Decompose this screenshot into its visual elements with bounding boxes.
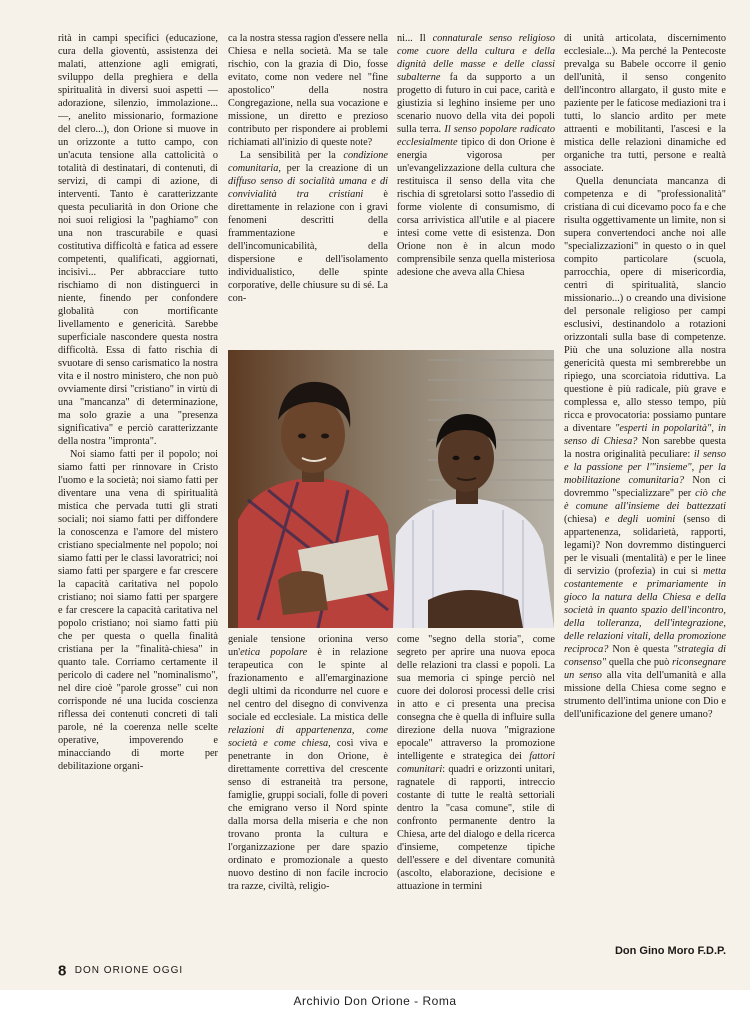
column-4-paragraph-2: Quella denunciata mancanza di competenza e di "professionalità" cristiana di cui dicevamo poco fa e che risulta oggettivamente un limite, non si supera convertendoci anche noi alle "specializzazioni" in questo o in quel compito particolare (scuola, parrocchia, opere di misericordia, centri di spiritualità, slancio missionario...) o creando una divisione del personale religioso per campi esclusivi, destinandolo a rotazioni orizzontali sulla base di competenze. Più che una soluzione alla nostra genericità questa mi sembrerebbe un ripiego, una scorciatoia riduttiva. La questione è più radicale, più grave e complessa e, allo stesso tempo, più ricca e provocatoria: possiamo puntare a diventare "esperti in popolarità", in senso di Chiesa? Non sarebbe questa la nostra originalità peculiare: il senso e la passione per l'"insieme", per la mobilitazione comunitaria? Non ci dovremmo "specializzare" per ciò che è comune all'insieme dei battezzati (chiesa) e degli uomini (senso di appartenenza, solidarietà, rapporti, legami)? Non dovremmo distinguerci per le visuali (mentalità) e per le linee di servizio (profezia) in cui si metta costantemente e primariamente in gioco la natura della Chiesa e della società in quanto spazio dell'incontro, della tolleranza, dell'integrazione, delle relazioni vitali, della promozione reciproca? Non è questa "strategia di consenso" quella che può riconsegnare un senso alla vita dell'umanità e alla missione della Chiesa come segno e strumento dell'intima unione con Dio e dell'unificazione del genere umano?	[564, 176, 726, 720]
archive-caption: Archivio Don Orione - Roma	[293, 994, 457, 1008]
column-4-paragraph-1: di unità articolata, discernimento ecclesiale...). Ma perché la Pentecoste prevalga su Babele occorre il genio dell'unità, il senso congenito dell'incontro allargato, il gusto mite e paziente per le faticose mediazioni tra i tutti, lo slancio ardito per mete attraenti e mobilitanti, l'ascesi e la mistica delle relazioni dinamiche ed organiche tra tutti, persone e realtà associate.	[564, 33, 726, 174]
text-column-3-top	[397, 32, 555, 342]
column-2-bottom-paragraph: geniale tensione orionina verso un'etica popolare è in relazione terapeutica con le spinte al frazionamento e all'emarginazione degli ultimi da ricondurre nel cuore e nel centro del disegno di convivenza sociale ed ecclesiale. La mistica delle relazioni di appartenenza, come società e come chiesa, così viva e penetrante in don Orione, è direttamente correttiva del crescente senso di estraneità tra persone, famiglie, gruppi sociali, folle di poveri che emigrano verso il Nord spinte dalla morsa della miseria e che non trovano pronta la cultura e l'organizzazione per dare spazio ordinato e promozionale a questo nuovo destino di non facile incrocio tra razze, civiltà, religio-	[228, 634, 388, 892]
author-signature: Don Gino Moro F.D.P.	[614, 945, 726, 957]
text-column-2-bottom	[228, 633, 388, 958]
page-number: 8	[58, 962, 67, 980]
column-3-bottom-paragraph: come "segno della storia", come segreto per aprire una nuova epoca delle relazioni tra classi e popoli. La sua memoria ci spinge perciò nel cuore dei dolorosi processi delle crisi in atto e ci presenta una precisa consegna che è quella di influire sulla direzione della nuova "migrazione epocale" attraverso la promozione intelligente e strategica dei fattori comunitari: quadri e orizzonti unitari, ragnatele di rapporti, intreccio costante di tutte le realtà settoriali dentro la "casa comune", stile di confronto permanente dentro la Chiesa, arte del dialogo e della ricerca d'insieme, competenze tipiche dell'essere e del diventare comunità (ascolto, elaborazione, decisione e attuazione in termini	[397, 634, 555, 892]
magazine-title: DON ORIONE OGGI	[74, 965, 184, 977]
column-1-paragraph-1: rità in campi specifici (educazione, cura della gioventù, assistenza dei malati, attenzione agli emigrati, sviluppo della preghiera e della spiritualità in diversi suoi aspetti — adorazione, silenzio, immolazione... —, anelito missionario, formazione del clero...), don Orione si muove in un orizzonte a tutto campo, con un'acuta tensione alla cattolicità o totalità di destinatari, di contenuti, di servizi, di campi di azione, di interventi. Tanto è caratterizzante questa peculiarità in don Orione che noi suoi religiosi la "paghiamo" con una non trascurabile e quasi costitutiva difficoltà e fatica ad essere competenti, qualificati, aggiornati, incisivi... Per abbracciare tutto rischiamo di non distinguerci in niente, finendo per confondere globalità con mortificante livellamento e genericità. Sarebbe superficiale nascondere questa nostra difficoltà. Essa di fatto rischia di svuotare di senso carismatico la nostra vita e il nostro ministero, che non può ovviamente dirsi "cristiano" in virtù di una "mancanza" di determinazione, ma solo grazie a una "presenza significativa" e perciò caratterizzante della nostra "impronta".	[58, 33, 218, 447]
column-3-paragraph-1: ni... Il connaturale senso religioso come cuore della cultura e della dignità delle masse e delle classi subalterne fa da supporto a un progetto di futuro in cui pace, carità e giustizia si leghino insieme per uno scenario nuovo della vita dei popoli sulla terra. Il senso popolare radicato ecclesialmente tipico di don Orione è energia vigorosa per un'evangelizzazione della cultura che restituisca il senso della vita che rischia di sgretolarsi sotto l'assedio di forme violente di consumismo, di corsa arrivistica all'utile e al piacere intesi come vette di esistenza. Don Orione non è in alcun modo comprensibile senza quella misteriosa adesione che aveva alla Chiesa	[397, 33, 555, 278]
text-column-1	[58, 32, 218, 960]
column-1-paragraph-2: Noi siamo fatti per il popolo; noi siamo fatti per rinnovare in Cristo l'uomo e la società; noi siamo fatti per diventare una vena di spiritualità mistica che pervada tutti gli strati sociali; noi siamo fatti per diffondere la conoscenza e l'amore del mistero cristiano specialmente nel popolo; noi siamo fatti per le classi lavoratrici; noi siamo fatti per spargere e far crescere la capacità caritativa nel popolo cristiano; noi siamo fatti per spargere e far crescere la capacità caritativa nel popolo cristiano; noi siamo fatti più che per questa o quella finalità cristiana per la "finalità-chiesa" in quanto tale. Corriamo certamente il pericolo di cadere nel "nominalismo", nel dire cioè "parole grosse" cui non corrisponde né una lucida coscienza riflessa dei contenuti concreti di tali parole, né la coerenza nelle scelte operative, impoverendo e minacciando di morte per debilitazione organi-	[58, 449, 218, 772]
page-footer	[58, 962, 183, 978]
text-column-2-top	[228, 32, 388, 342]
column-2-paragraph-2: La sensibilità per la condizione comunitaria, per la creazione di un diffuso senso di socialità umana e di convivialità tra cristiani è direttamente in relazione con i gravi fenomeni descritti della frammentazione e dell'incomunicabilità, della dispersione e dell'isolamento individualistico, delle spinte corporative, delle chiusure su di sé. La con-	[228, 150, 388, 304]
column-2-paragraph-1: ca la nostra stessa ragion d'essere nella Chiesa e nella società. Ma se tale rischio, con la grazia di Dio, fosse evitato, come non vedere nel "fine apostolico" della nostra Congregazione, nella sua vocazione e missione, un diretto e prezioso contributo per rispondere ai problemi richiamati all'inizio di queste note?	[228, 33, 388, 148]
text-column-4	[564, 32, 726, 944]
text-column-3-bottom	[397, 633, 555, 958]
archive-caption-bar	[0, 990, 750, 1012]
article-photo	[228, 350, 554, 628]
